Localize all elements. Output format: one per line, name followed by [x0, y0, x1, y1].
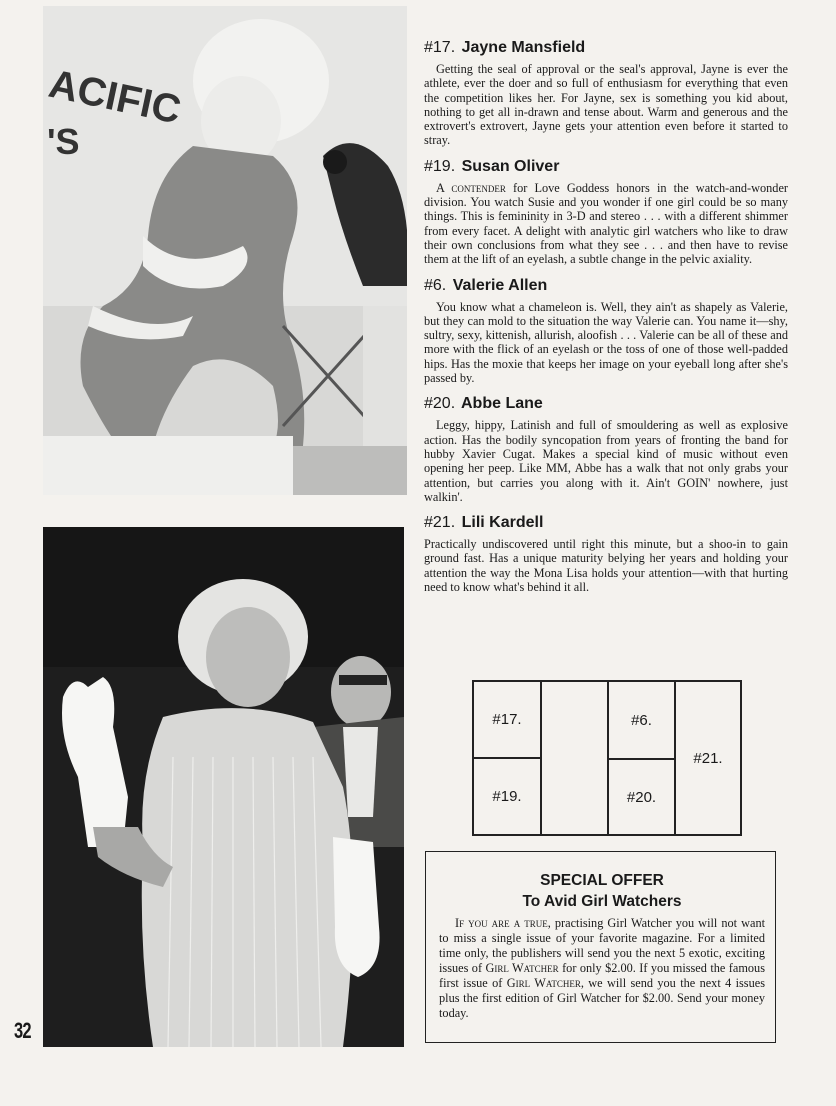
offer-text: [439, 916, 765, 1021]
photo-jayne-mansfield-with-seal: [43, 6, 407, 495]
entry-text: Leggy, hippy, Latinish and full of smouldering as well as explosive action. Has the bodily syncopation from years of fronting the band for hubby Xavier Cugat. Makes a special kind of music without even opening her peep. Like MM, Abbe has a walk that not only grabs your attention, but carries you along with it. Ain't GOIN' nowhere, just walkin'.: [424, 418, 788, 504]
photo-key-grid: [472, 680, 742, 836]
sign-text-line2: 'S: [47, 121, 80, 162]
photo-bottom-illustration: [43, 527, 404, 1047]
entry-lead-small-caps: A contender: [436, 180, 506, 195]
entry-lili-kardell: [424, 513, 788, 594]
entry-text: [424, 181, 788, 267]
offer-magazine-name: Girl Watcher: [485, 961, 559, 975]
key-label: #19.: [492, 788, 522, 805]
key-label: #20.: [626, 788, 657, 806]
entry-heading: [424, 157, 788, 177]
photo-top-illustration: [43, 6, 407, 495]
entry-text: Getting the seal of approval or the seal's approval, Jayne is ever the athlete, ever the doer and so full of enthusiasm for everything that even the competition likes her. For Jayne, sex is something you kid about, nothing to get all in-drawn and tense about. Warm and generous and the extrovert's extrovert, Jayne gets your attention even before it started to stray.: [424, 62, 788, 148]
entry-text: Practically undiscovered until right this minute, but a shoo-in to gain ground fast. Has a unique maturity belying her years and holding your attention the way the Mona Lisa holds your attention—with that hurting need to know what's behind it all.: [424, 537, 788, 595]
entry-name: Valerie Allen: [452, 276, 548, 294]
offer-magazine-name: Girl Watcher,: [506, 976, 584, 990]
entry-heading: [424, 394, 788, 414]
offer-body-2: for only $2.00. If you missed the famous first issue of: [439, 961, 765, 990]
article-column: [424, 38, 788, 603]
entry-valerie-allen: [424, 276, 788, 386]
entry-susan-oliver: [424, 157, 788, 267]
entry-jayne-mansfield: [424, 38, 788, 148]
key-cell-20: [608, 759, 675, 835]
entry-text: You know what a chameleon is. Well, they ain't as shapely as Valerie, but they can mold to the situation the way Valerie can. You name it—shy, sultry, sexy, kittenish, allurish, aloofish . . . Valerie can be all of these and more with the flick of an eyelash or the toss of one of those well-padded hips. Has the moxie that keeps her image on your eyeball long after she's passed by.: [424, 299, 788, 386]
entry-name: Susan Oliver: [461, 157, 560, 175]
entry-text-body: for Love Goddess honors in the watch-and-wonder division. You watch Susie and you wonder if one girl could be so many things. This is femininity in 3-D and stereo . . . with a different shimmer from every facet. A delight with analytic girl watchers who like to draw their own conclusions from what they see . . . and then have to revise them at the lift of an eyelash, a subtle change in the pelvic axiality.: [424, 180, 788, 267]
key-cell-17: [473, 681, 541, 758]
sign-text-line1: ACIFIC: [45, 61, 185, 133]
entry-number: #20.: [424, 395, 456, 413]
offer-title: SPECIAL OFFER: [540, 872, 664, 889]
offer-subtitle: To Avid Girl Watchers: [522, 893, 682, 910]
entry-number: #17.: [424, 39, 456, 56]
photo-lili-kardell: [43, 527, 404, 1047]
offer-body-1: practising Girl Watcher you will not want to miss a single issue of your favorite magazine. For a limited time only, the publishers will send you the next 5 exotic, exciting issues of: [439, 916, 766, 975]
entry-name: Jayne Mansfield: [461, 39, 586, 56]
entry-heading: [424, 38, 788, 58]
key-cell-21: [675, 681, 741, 835]
entry-number: #19.: [424, 157, 456, 175]
entry-number: #21.: [424, 514, 456, 532]
entry-abbe-lane: [424, 394, 788, 504]
offer-body-3: we will send you the next 4 issues plus the first edition of Girl Watcher for $2.00. Send your money today.: [439, 976, 765, 1020]
entry-number: #6.: [424, 276, 447, 294]
offer-lead-small-caps: If you are a true,: [455, 916, 551, 930]
entry-heading: [424, 513, 788, 533]
page-number: 32: [14, 1018, 31, 1043]
key-label: #17.: [492, 711, 522, 728]
key-cell-19: [473, 758, 541, 835]
key-cell-blank: [541, 681, 608, 835]
key-label: #6.: [631, 711, 652, 729]
entry-name: Abbe Lane: [461, 395, 543, 413]
entry-heading: [424, 276, 788, 296]
key-cell-6: [608, 681, 675, 759]
entry-name: Lili Kardell: [461, 514, 544, 532]
special-offer-box: [425, 851, 776, 1043]
key-label: #21.: [693, 749, 723, 767]
